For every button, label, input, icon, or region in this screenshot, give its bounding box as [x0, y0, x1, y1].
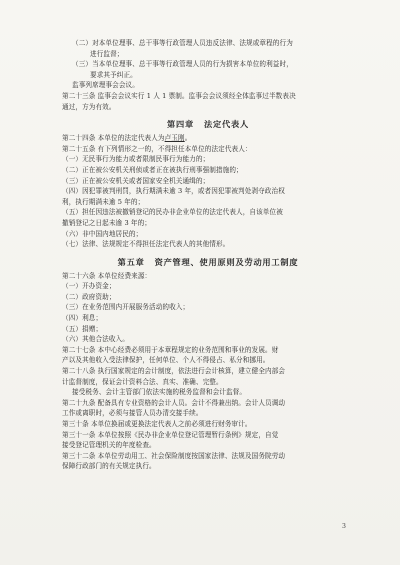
article-30: 第三十条 本单位换届或更换法定代表人之前必须进行财务审计。 — [62, 420, 252, 428]
article-24 — [62, 133, 354, 144]
chapter-5-heading — [62, 256, 354, 268]
page-number: 3 — [342, 523, 346, 530]
article-23: 第二十三条 监事会会议实行 1 人 1 票制。监事会会议须经全体监事过半数表决 — [62, 91, 296, 100]
item-5: （五）担任因违法被撤销登记的民办非企业单位的法定代表人，自该单位被 — [62, 208, 283, 217]
chapter-5-title: 资产管理、使用原则及劳动用工制度 — [154, 256, 299, 267]
chapter-4-number: 第四章 — [167, 119, 194, 130]
clause-3-cont: 要求其予纠正。 — [90, 70, 137, 79]
item-4: （四）因犯罪被判刑罚，执行期满未逾 3 年，或者因犯罪被判处剥夺政治权 — [62, 187, 285, 196]
item-2: （二）正在被公安机关刑侦或者正在被执行刑事强制措施的； — [62, 165, 243, 174]
item-3: （三）正在被公安机关或者国家安全机关通缉的； — [62, 176, 210, 185]
article-28: 第二十八条 执行国家规定的会计制度，依法进行会计核算，建立健全内部会 — [62, 367, 286, 376]
item-5-cont: 撤销登记之日起未逾 3 年的； — [62, 218, 152, 227]
funding-1: （一）开办资金； — [62, 282, 116, 291]
article-32-cont: 保障行政部门的有关规定执行。 — [62, 462, 156, 471]
article-32: 第三十二条 本单位劳动用工、社会保险制度按国家法律、法规及国务院劳动 — [62, 451, 286, 460]
item-4-cont: 利，执行期满未逾 5 年的； — [62, 197, 145, 206]
article-25: 第二十五条 有下列情形之一的，不得担任本单位的法定代表人： — [62, 144, 252, 153]
article-23-cont: 通过，方为有效。 — [62, 102, 116, 111]
funding-4: （四）利息； — [62, 314, 103, 323]
article-24-text: 第二十四条 本单位的法定代表人为 — [62, 134, 165, 143]
article-26: 第二十六条 本单位经费来源： — [62, 271, 152, 280]
funding-6: （六）其他合法收入。 — [62, 335, 129, 344]
item-1: （一）无民事行为能力或者限制民事行为能力的； — [62, 155, 210, 164]
article-29: 第二十九条 配备具有专业资格的会计人员。会计不得兼出纳。会计人员调动 — [62, 398, 286, 407]
article-27: 第二十七条 本中心经费必须用于本章程规定的业务范围和事业的发展。财 — [62, 345, 279, 354]
funding-2: （二）政府资助； — [62, 292, 116, 301]
item-6: （六）非中国内地居民的； — [62, 229, 143, 238]
article-28-cont: 计监督制度，保证会计资料合法、真实、准确、完整。 — [62, 377, 223, 386]
legal-rep-name: 卢玉刚 — [164, 134, 185, 143]
item-7: （七）法律、法规规定不得担任法定代表人的其他情形。 — [62, 240, 230, 249]
clause-2-cont: 进行监督； — [90, 49, 124, 58]
article-27-cont: 产以及其他收入受法律保护，任何单位、个人不得侵占、私分和挪用。 — [62, 356, 270, 365]
chapter-4-heading — [62, 118, 354, 130]
clause-3: （三）当本单位理事、总干事等行政管理人员的行为损害本单位的利益时， — [72, 60, 293, 69]
clause-2: （二）对本单位理事、总干事等行政管理人员违反法律、法规或章程的行为 — [72, 39, 293, 47]
article-24-end: 。 — [184, 134, 192, 143]
chapter-5-number: 第五章 — [117, 256, 145, 267]
supervisor-attend: 监事列席理事会会议。 — [72, 81, 139, 90]
article-31: 第三十一条 本单位按照《民办非企业单位登记管理暂行条例》规定，自觉 — [62, 430, 279, 439]
document-body — [62, 38, 354, 472]
article-28-supervision: 接受税务、会计主管部门依法实施的税务监督和会计监督。 — [72, 388, 247, 397]
funding-5: （五）捐赠； — [62, 324, 103, 333]
chapter-4-title: 法定代表人 — [204, 119, 249, 130]
funding-3: （三）在业务范围内开展服务活动的收入； — [62, 303, 190, 312]
article-29-cont: 工作或离职时，必须与接管人员办清交接手续。 — [62, 409, 203, 418]
article-31-cont: 接受登记管理机关的年度检查。 — [62, 441, 156, 450]
